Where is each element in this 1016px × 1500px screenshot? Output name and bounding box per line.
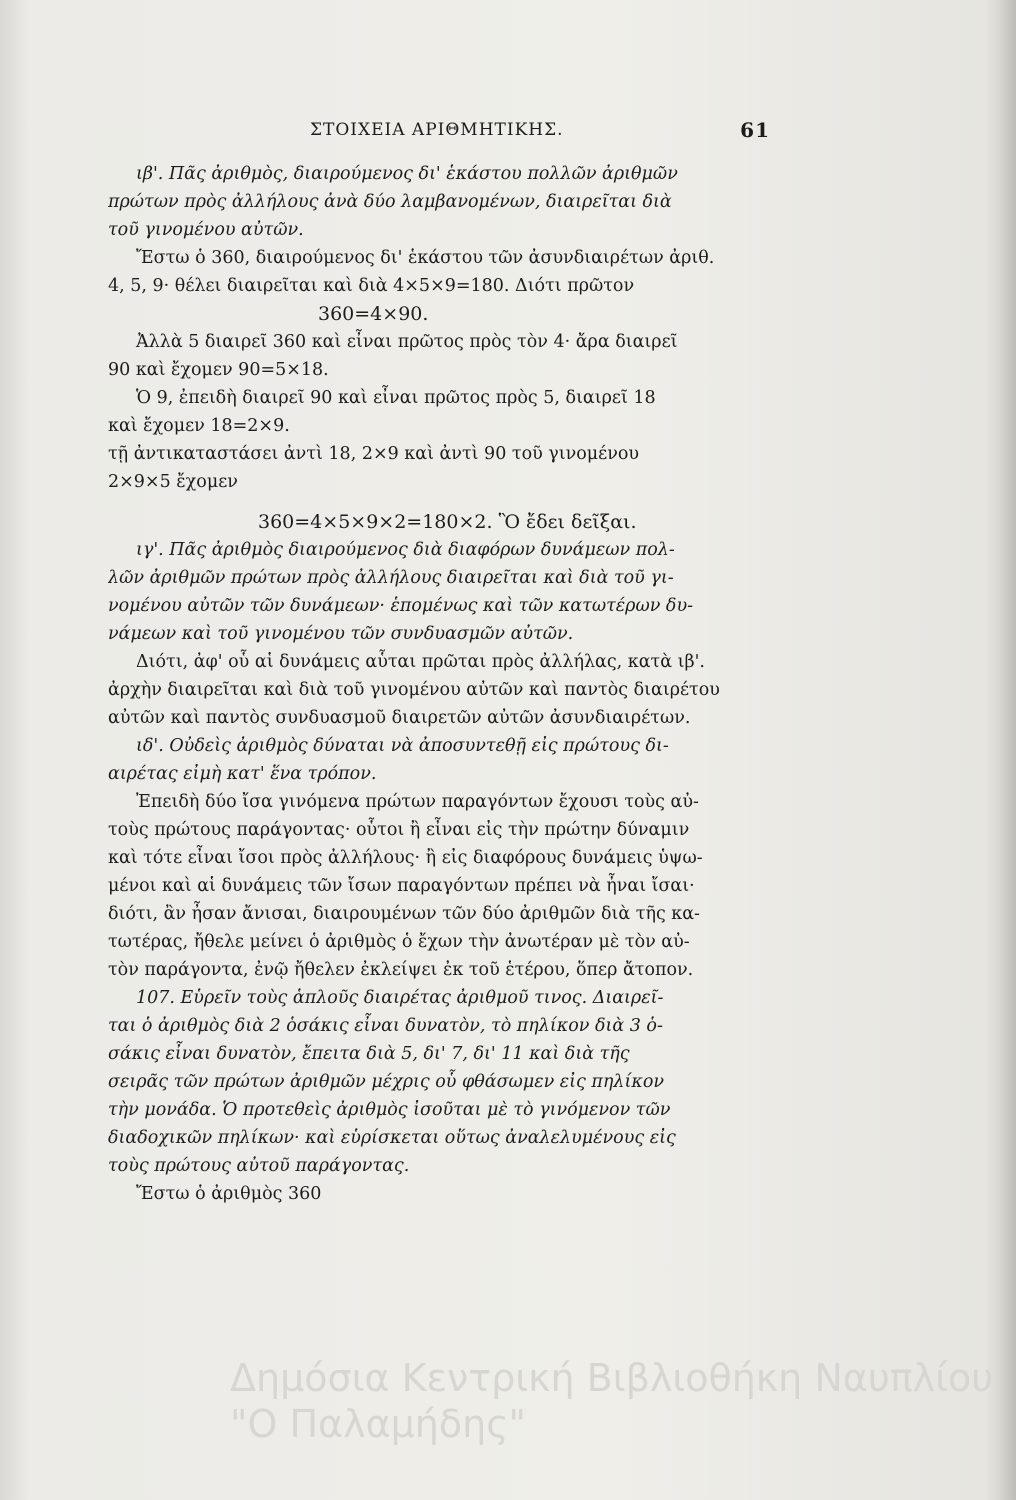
text-line: ιγ'. Πᾶς ἀριθμὸς διαιρούμενος διὰ διαφόρων δυνάμεων πολ- — [136, 540, 675, 560]
equation-line: 360=4×5×9×2=180×2. Ὃ ἔδει δεῖξαι. — [258, 511, 637, 533]
text-line: Ὁ 9, ἐπειδὴ διαιρεῖ 90 καὶ εἶναι πρῶτος πρὸς 5, διαιρεῖ 18 — [136, 388, 656, 408]
text-line: καὶ τότε εἶναι ἴσοι πρὸς ἀλλήλους· ἢ εἰς διαφόρους δυνάμεις ὑψω- — [108, 848, 703, 868]
text-line: 90 καὶ ἔχομεν 90=5×18. — [108, 360, 329, 380]
text-line: μένοι καὶ αἱ δυνάμεις τῶν ἴσων παραγόντων πρέπει νὰ ἦναι ἴσαι· — [108, 876, 695, 896]
running-title: ΣΤΟΙΧΕΙΑ ΑΡΙΘΜΗΤΙΚΗΣ. — [310, 120, 564, 140]
body-text — [108, 160, 773, 1208]
text-line: πρώτων πρὸς ἀλλήλους ἀνὰ δύο λαμβανομένων, διαιρεῖται διὰ — [108, 192, 672, 212]
text-line: σάκις εἶναι δυνατὸν, ἔπειτα διὰ 5, δι' 7, δι' 11 καὶ διὰ τῆς — [108, 1044, 630, 1064]
text-line: ιδ'. Οὐδεὶς ἀριθμὸς δύναται νὰ ἀποσυντεθῇ εἰς πρώτους δι- — [136, 736, 669, 756]
page-edge — [1000, 0, 1016, 1500]
text-line: 4, 5, 9· θέλει διαιρεῖται καὶ διὰ 4×5×9=180. Διότι πρῶτον — [108, 276, 635, 296]
text-line: νομένου αὐτῶν τῶν δυνάμεων· ἑπομένως καὶ τῶν κατωτέρων δυ- — [108, 596, 694, 616]
text-line: νάμεων καὶ τοῦ γινομένου τῶν συνδυασμῶν αὐτῶν. — [108, 624, 574, 644]
page-number: 61 — [740, 118, 770, 142]
text-line: ἀρχὴν διαιρεῖται καὶ διὰ τοῦ γινομένου αὐτῶν καὶ παντὸς διαιρέτου — [108, 680, 720, 700]
watermark-line: "Ο Παλαμήδης" — [230, 1402, 527, 1446]
text-line: λῶν ἀριθμῶν πρώτων πρὸς ἀλλήλους διαιρεῖται καὶ διὰ τοῦ γι- — [108, 568, 674, 588]
text-line: 2×9×5 ἔχομεν — [108, 472, 238, 492]
text-line: Ἔστω ὁ ἀριθμὸς 360 — [136, 1184, 322, 1204]
text-line: Διότι, ἀφ' οὗ αἱ δυνάμεις αὗται πρῶται πρὸς ἀλλήλας, κατὰ ιβ'. — [136, 652, 705, 672]
text-line: σειρᾶς τῶν πρώτων ἀριθμῶν μέχρις οὗ φθάσωμεν εἰς πηλίκον — [108, 1072, 664, 1092]
text-line: καὶ ἔχομεν 18=2×9. — [108, 416, 290, 436]
text-line: Ἀλλὰ 5 διαιρεῖ 360 καὶ εἶναι πρῶτος πρὸς τὸν 4· ἄρα διαιρεῖ — [136, 332, 678, 352]
equation-line: 360=4×90. — [318, 303, 429, 325]
text-line: τοὺς πρώτους παράγοντας· οὗτοι ἢ εἶναι εἰς τὴν πρώτην δύναμιν — [108, 820, 690, 840]
library-watermark — [230, 1355, 1010, 1447]
text-line: τὴν μονάδα. Ὁ προτεθεὶς ἀριθμὸς ἰσοῦται μὲ τὸ γινόμενον τῶν — [108, 1100, 671, 1120]
text-line: αὐτῶν καὶ παντὸς συνδυασμοῦ διαιρετῶν αὐτῶν ἀσυνδιαιρέτων. — [108, 708, 691, 728]
text-line: τῇ ἀντικαταστάσει ἀντὶ 18, 2×9 καὶ ἀντὶ 90 τοῦ γινομένου — [108, 444, 640, 464]
text-line: αιρέτας εἰμὴ κατ' ἕνα τρόπον. — [108, 764, 377, 784]
text-line: διότι, ἂν ἦσαν ἄνισαι, διαιρουμένων τῶν δύο ἀριθμῶν διὰ τῆς κα- — [108, 904, 700, 924]
text-line: τοὺς πρώτους αὐτοῦ παράγοντας. — [108, 1156, 410, 1176]
watermark-line: Δημόσια Κεντρική Βιβλιοθήκη Ναυπλίου — [230, 1356, 994, 1400]
text-line: Ἐπειδὴ δύο ἴσα γινόμενα πρώτων παραγόντων ἔχουσι τοὺς αὐ- — [136, 792, 699, 812]
running-header — [110, 118, 770, 146]
text-line: διαδοχικῶν πηλίκων· καὶ εὑρίσκεται οὕτως ἀναλελυμένους εἰς — [108, 1128, 676, 1148]
text-line: ιβ'. Πᾶς ἀριθμὸς, διαιρούμενος δι' ἑκάστου πολλῶν ἀριθμῶν — [136, 164, 678, 184]
text-line: 107. Εὑρεῖν τοὺς ἁπλοῦς διαιρέτας ἀριθμοῦ τινος. Διαιρεῖ- — [136, 988, 664, 1008]
text-line: τὸν παράγοντα, ἐνῷ ἤθελεν ἐκλείψει ἐκ τοῦ ἑτέρου, ὅπερ ἄτοπον. — [108, 960, 694, 980]
text-line: ται ὁ ἀριθμὸς διὰ 2 ὁσάκις εἶναι δυνατὸν, τὸ πηλίκον διὰ 3 ὁ- — [108, 1016, 663, 1036]
text-line: τωτέρας, ἤθελε μείνει ὁ ἀριθμὸς ὁ ἔχων τὴν ἀνωτέραν μὲ τὸν αὐ- — [108, 932, 690, 952]
text-line: Ἔστω ὁ 360, διαιρούμενος δι' ἑκάστου τῶν ἀσυνδιαιρέτων ἀριθ. — [136, 248, 715, 268]
text-line: τοῦ γινομένου αὐτῶν. — [108, 220, 304, 240]
